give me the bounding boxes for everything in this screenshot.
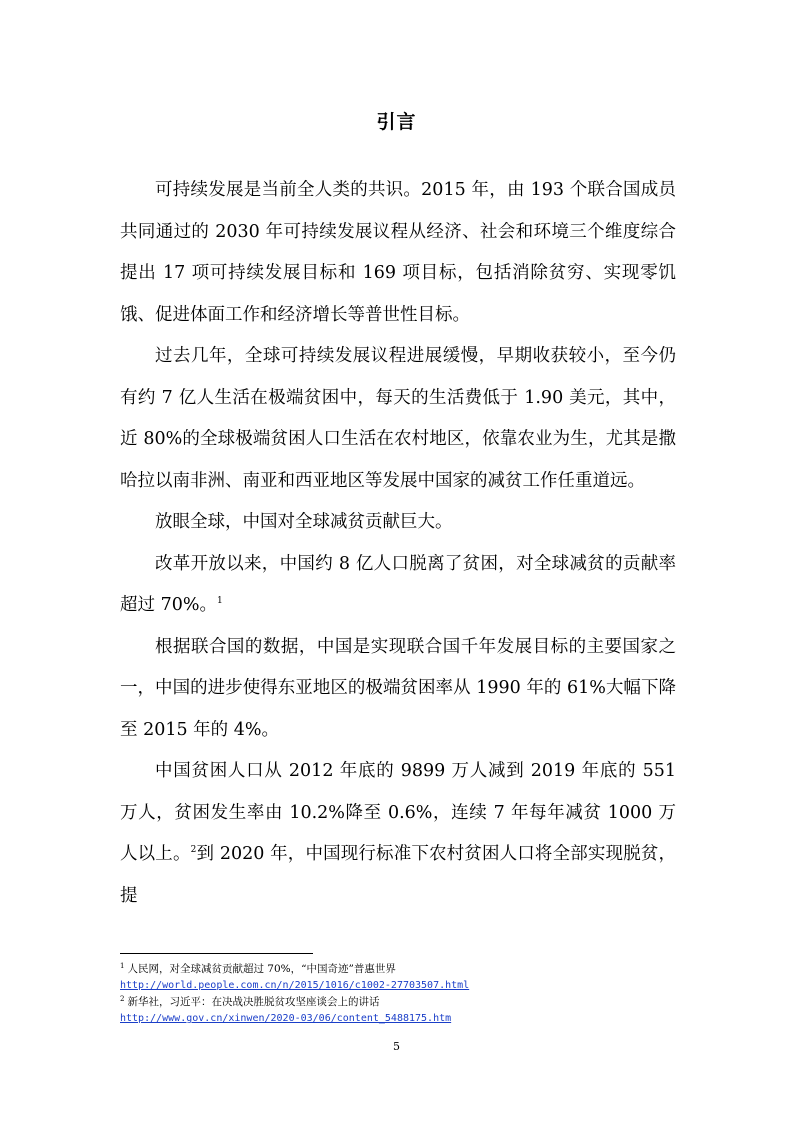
paragraph-text: 改革开放以来，中国约 8 亿人口脱离了贫困，对全球减贫的贡献率超过 70%。: [120, 553, 676, 615]
paragraph-1: [120, 170, 676, 336]
footnote-1: [120, 961, 680, 977]
paragraph-5: [120, 627, 676, 752]
paragraph-text: 可持续发展是当前全人类的共识。2015 年，由 193 个联合国成员共同通过的 2030 年可持续发展议程从经济、社会和环境三个维度综合提出 17 项可持续发展目标和 169 项目标，包括消除贫穷、实现零饥饿、促进体面工作和经济增长等普世性目标。: [120, 180, 676, 325]
paragraph-4: [120, 544, 676, 627]
footnote-1-link-line: [120, 977, 680, 994]
paragraph-6: [120, 751, 676, 917]
paragraph-text: 过去几年，全球可持续发展议程进展缓慢，早期收获较小，至今仍有约 7 亿人生活在极端贫困中，每天的生活费低于 1.90 美元，其中，近 80%的全球极端贫困人口生活在农村地区，依靠农业为生，尤其是撒哈拉以南非洲、南亚和西亚地区等发展中国家的减贫工作任重道远。: [120, 346, 676, 491]
footnotes: [120, 961, 680, 1027]
footnote-ref-2[interactable]: 2: [190, 845, 197, 856]
footnote-2-link-line: [120, 1010, 680, 1027]
footnote-divider: [120, 953, 313, 954]
paragraph-text: 中国贫困人口从 2012 年底的 9899 万人减到 2019 年底的 551 万人，贫困发生率由 10.2%降至 0.6%，连续 7 年每年减贫 1000 万人以上。: [120, 761, 676, 864]
footnote-mark: 2: [120, 994, 125, 1003]
page-number: 5: [393, 1040, 400, 1053]
paragraph-3: [120, 502, 676, 544]
footnote-2: [120, 994, 680, 1010]
footnote-ref-1[interactable]: 1: [216, 596, 223, 607]
paragraph-text-continued: 到 2020 年，中国现行标准下农村贫困人口将全部实现脱贫，提: [120, 844, 677, 906]
body-text: [120, 170, 676, 917]
footnote-text: 新华社，习近平：在决战决胜脱贫攻坚座谈会上的讲话: [127, 996, 380, 1008]
footnote-text: 人民网，对全球减贫贡献超过 70%，“中国奇迹”普惠世界: [127, 963, 396, 975]
footnote-link[interactable]: http://www.gov.cn/xinwen/2020-03/06/content_5488175.htm: [120, 1013, 452, 1024]
paragraph-text: 放眼全球，中国对全球减贫贡献巨大。: [155, 512, 453, 532]
footnote-mark: 1: [120, 961, 125, 970]
paragraph-text: 根据联合国的数据，中国是实现联合国千年发展目标的主要国家之一，中国的进步使得东亚地区的极端贫困率从 1990 年的 61%大幅下降至 2015 年的 4%。: [120, 636, 676, 740]
footnote-link[interactable]: http://world.people.com.cn/n/2015/1016/c1002-27703507.html: [120, 980, 470, 991]
paragraph-2: [120, 336, 676, 502]
page-title: 引言: [376, 111, 417, 133]
